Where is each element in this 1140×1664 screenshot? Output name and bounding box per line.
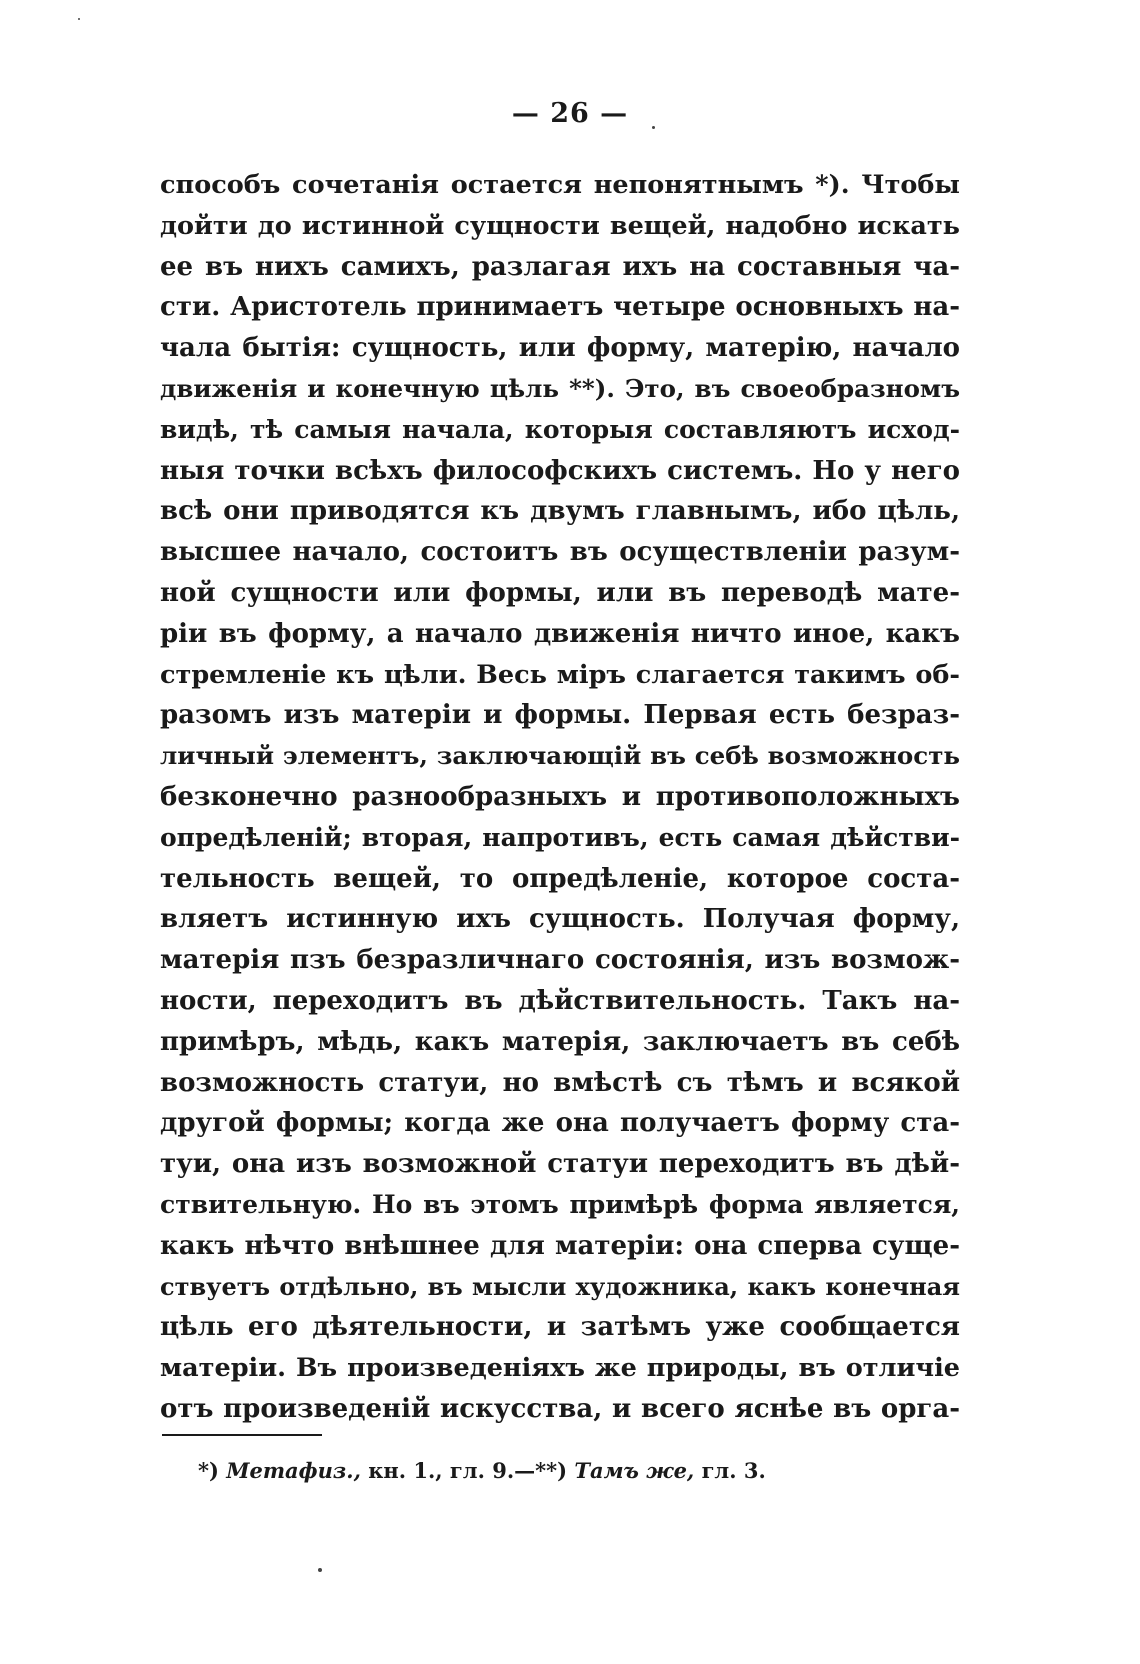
text-line: видѣ, тѣ самыя начала, которыя составляютъ исход- xyxy=(160,414,960,444)
text-line: высшее начало, состоитъ въ осуществленіи разум- xyxy=(160,537,960,568)
text-line: другой формы; когда же она получаетъ форму ста- xyxy=(160,1108,960,1139)
print-speck xyxy=(652,126,655,129)
text-line: ныя точки всѣхъ философскихъ системъ. Но у него xyxy=(160,455,960,486)
footnote-mark: **) xyxy=(535,1458,568,1483)
text-line: способъ сочетанія остается непонятнымъ *). Чтобы xyxy=(160,170,960,200)
text-line: матеріи. Въ произведеніяхъ же природы, въ отличіе xyxy=(160,1353,960,1384)
text-line: какъ нѣчто внѣшнее для матеріи: она сперва суще- xyxy=(160,1230,960,1261)
footnote-mark: *) xyxy=(198,1458,219,1483)
text-line: разомъ изъ матеріи и формы. Первая есть безраз- xyxy=(160,700,960,731)
text-line: ствительную. Но въ этомъ примѣрѣ форма является, xyxy=(160,1189,960,1219)
text-line: опредѣленій; вторая, напротивъ, есть самая дѣйстви- xyxy=(160,822,960,852)
text-line: чала бытія: сущность, или форму, матерію, начало xyxy=(160,333,960,364)
text-line: движенія и конечную цѣль **). Это, въ своеобразномъ xyxy=(160,373,960,403)
footnote-location: кн. 1., гл. 9.— xyxy=(368,1458,536,1483)
text-line: ріи въ форму, а начало движенія ничто иное, какъ xyxy=(160,618,960,649)
text-line: ной сущности или формы, или въ переводѣ мате- xyxy=(160,577,960,608)
footnote-location: гл. 3. xyxy=(701,1458,766,1483)
page-number: — 26 — xyxy=(511,98,629,129)
print-speck xyxy=(318,1568,322,1572)
text-line: отъ произведеній искусства, и всего яснѣе въ орга- xyxy=(160,1393,960,1424)
footnote-rule xyxy=(162,1434,322,1436)
footnote-ref: Тамъ же, xyxy=(574,1458,695,1483)
text-line: ности, переходитъ въ дѣйствительность. Такъ на- xyxy=(160,985,960,1016)
text-line: тельность вещей, то опредѣленіе, которое соста- xyxy=(160,863,960,894)
text-line: возможность статуи, но вмѣстѣ съ тѣмъ и всякой xyxy=(160,1067,960,1098)
text-line: примѣръ, мѣдь, какъ матерія, заключаетъ въ себѣ xyxy=(160,1026,960,1057)
text-line: стремленіе къ цѣли. Весь міръ слагается такимъ об- xyxy=(160,659,960,690)
text-line: цѣль его дѣятельности, и затѣмъ уже сообщается xyxy=(160,1312,960,1343)
footnote xyxy=(198,1458,766,1483)
text-line: матерія пзъ безразличнаго состоянія, изъ возмож- xyxy=(160,945,960,976)
text-line: вляетъ истинную ихъ сущность. Получая форму, xyxy=(160,904,960,935)
text-line: туи, она изъ возможной статуи переходитъ въ дѣй- xyxy=(160,1149,960,1180)
text-line: ствуетъ отдѣльно, въ мысли художника, какъ конечная xyxy=(160,1271,960,1301)
text-line: дойти до истинной сущности вещей, надобно искать xyxy=(160,210,960,241)
text-line: всѣ они приводятся къ двумъ главнымъ, ибо цѣль, xyxy=(160,496,960,527)
text-line: ее въ нихъ самихъ, разлагая ихъ на составныя ча- xyxy=(160,251,960,282)
print-speck xyxy=(78,18,80,20)
footnote-ref: Метафиз., xyxy=(226,1458,361,1483)
main-text xyxy=(160,165,960,1430)
text-line: безконечно разнообразныхъ и противоположныхъ xyxy=(160,781,960,812)
text-line: личный элементъ, заключающій въ себѣ возможность xyxy=(160,741,960,771)
text-line: сти. Аристотель принимаетъ четыре основныхъ на- xyxy=(160,292,960,323)
